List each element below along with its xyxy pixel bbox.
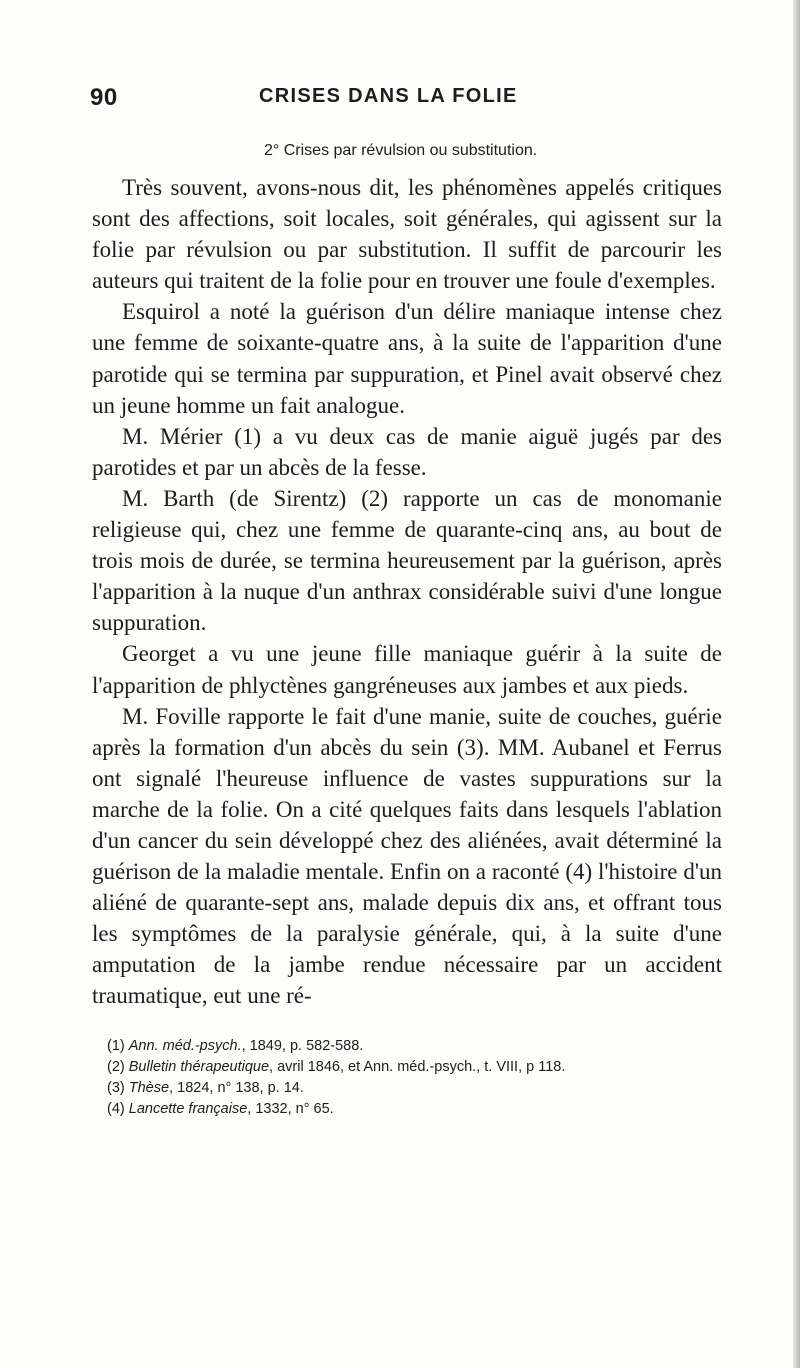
footnote	[107, 1036, 727, 1057]
footnote-details: , 1849, p. 582-588.	[241, 1038, 364, 1054]
section-title: 2° Crises par révulsion ou substitution.	[264, 142, 538, 159]
footnote	[107, 1099, 727, 1120]
footnote	[107, 1057, 727, 1078]
paragraph: M. Foville rapporte le fait d'une manie, suite de couches, guérie après la formation d'un abcès du sein (3). MM. Aubanel et Ferrus ont signalé l'heureuse influence de vastes suppurations sur la marche de la folie. On a cité quelques faits dans lesquels l'ablation d'un cancer du sein développé chez des aliénées, avait déterminé la guérison de la maladie mentale. Enfin on a raconté (4) l'histoire d'un aliéné de quarante-sept ans, malade depuis dix ans, et offrant tous les symptômes de la paralysie générale, qui, à la suite d'une amputation de la jambe rendue nécessaire par un accident traumatique, eut une ré-	[92, 703, 722, 1009]
footnote-number: (1)	[107, 1038, 125, 1054]
page-edge	[793, 0, 800, 1368]
paragraph: Très souvent, avons-nous dit, les phénomènes appelés critiques sont des affections, soit locales, soit générales, qui agissent sur la folie par révulsion ou par substitution. Il suffit de parcourir les auteurs qui traitent de la folie pour en trouver une foule d'exemples.	[92, 175, 722, 294]
footnote-details: , 1824, n° 138, p. 14.	[169, 1080, 304, 1097]
footnote-source: Lancette française	[128, 1101, 248, 1118]
footnote-source: Thèse	[128, 1080, 170, 1097]
footnote-details: , avril 1846, et Ann. méd.-psych., t. VIII, p 118.	[269, 1059, 566, 1076]
paragraph: M. Mérier (1) a vu deux cas de manie aiguë jugés par des parotides et par un abcès de la fesse.	[92, 423, 722, 480]
paragraph: M. Barth (de Sirentz) (2) rapporte un cas de monomanie religieuse qui, chez une femme de quarante-cinq ans, au bout de trois mois de durée, se termina heureusement par la guérison, après l'apparition à la nuque d'un anthrax considérable suivi d'une longue suppuration.	[92, 485, 722, 636]
page-header	[90, 84, 730, 114]
page-number: 90	[90, 84, 118, 111]
footnote-number: (4)	[107, 1101, 125, 1118]
footnote	[107, 1078, 727, 1099]
footnote-number: (2)	[107, 1059, 125, 1076]
footnote-source: Ann. méd.-psych.	[128, 1038, 242, 1054]
paragraph: Georget a vu une jeune fille maniaque guérir à la suite de l'apparition de phlyctènes gangréneuses aux jambes et aux pieds.	[92, 641, 722, 698]
running-title: CRISES DANS LA FOLIE	[259, 85, 518, 107]
footnotes	[107, 1036, 727, 1120]
footnote-details: , 1332, n° 65.	[247, 1101, 334, 1118]
body-text	[92, 172, 722, 1012]
paragraph: Esquirol a noté la guérison d'un délire maniaque intense chez une femme de soixante-quatre ans, à la suite de l'apparition d'une parotide qui se termina par suppuration, et Pinel avait observé chez un jeune homme un fait analogue.	[92, 299, 722, 418]
footnote-source: Bulletin thérapeutique	[128, 1059, 270, 1076]
footnote-number: (3)	[107, 1080, 125, 1097]
